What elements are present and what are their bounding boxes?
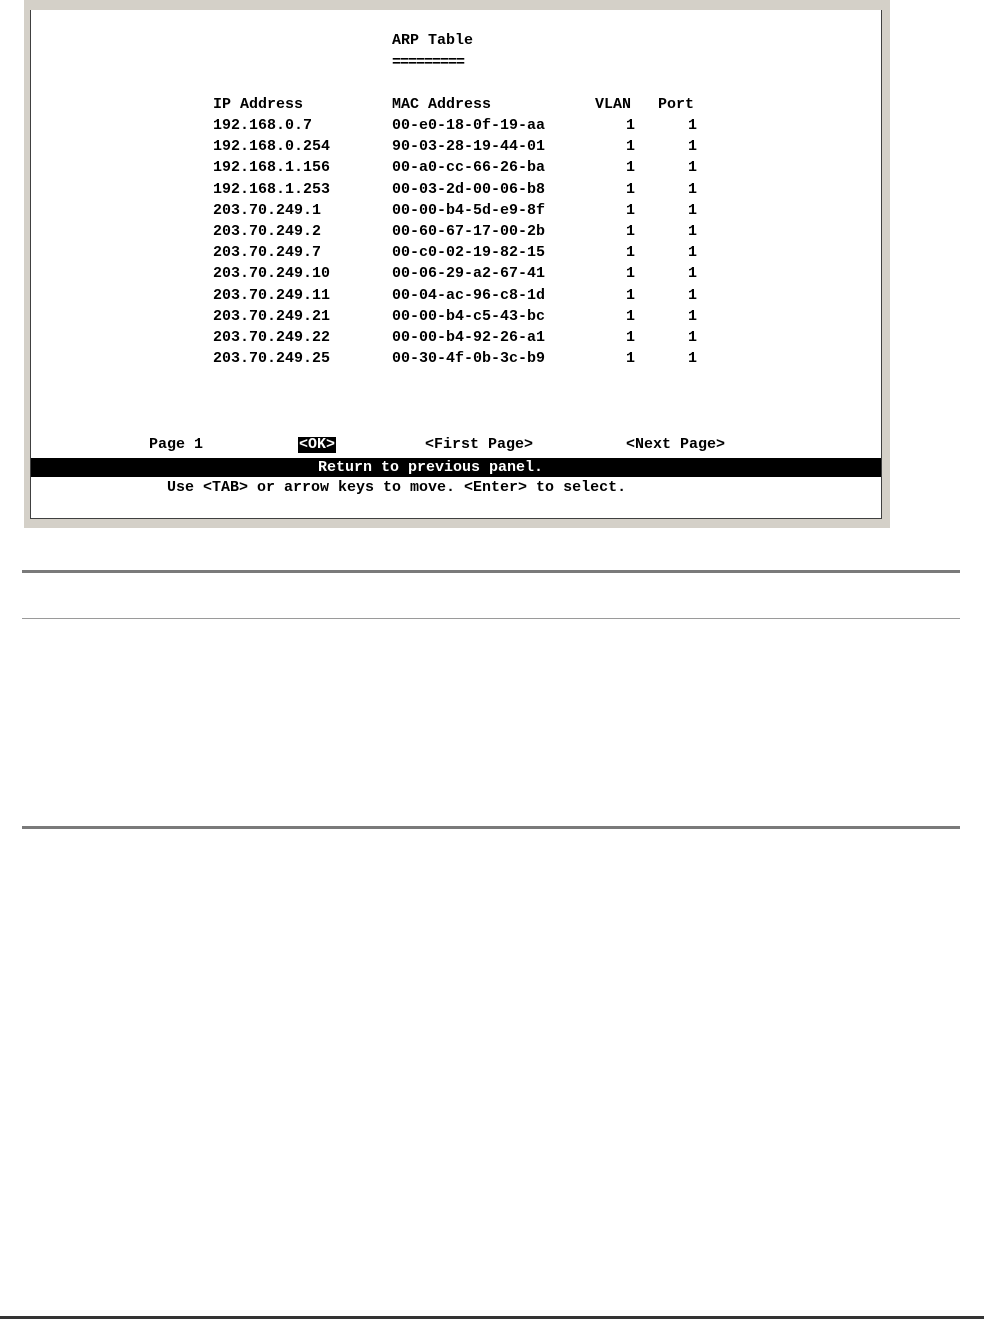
mac-cell: 00-00-b4-5d-e9-8f: [392, 201, 546, 219]
vlan-cell: 1: [626, 138, 636, 156]
ip-cell: 192.168.1.253: [213, 180, 331, 198]
port-cell: 1: [688, 244, 698, 262]
column-header-vlan: VLAN: [595, 96, 632, 113]
ip-cell: 203.70.249.11: [213, 286, 331, 304]
horizontal-divider: [22, 826, 960, 829]
ip-cell: 192.168.1.156: [213, 159, 331, 177]
vlan-cell: 1: [626, 159, 636, 177]
vlan-cell: 1: [626, 201, 636, 219]
ip-cell: 203.70.249.2: [213, 222, 322, 240]
table-row: [31, 224, 881, 245]
screen-title: ARP Table: [392, 32, 474, 49]
column-header-ip: IP Address: [213, 96, 304, 113]
console-window: [24, 0, 890, 528]
mac-cell: 00-60-67-17-00-2b: [392, 222, 546, 240]
horizontal-divider: [22, 618, 960, 619]
vlan-cell: 1: [626, 350, 636, 368]
table-row: [31, 266, 881, 287]
ip-cell: 203.70.249.1: [213, 201, 322, 219]
port-cell: 1: [688, 138, 698, 156]
mac-cell: 90-03-28-19-44-01: [392, 138, 546, 156]
ip-cell: 203.70.249.22: [213, 328, 331, 346]
ok-button[interactable]: <OK>: [299, 436, 336, 453]
port-cell: 1: [688, 159, 698, 177]
status-message: Return to previous panel.: [318, 459, 544, 476]
table-row: [31, 245, 881, 266]
mac-cell: 00-03-2d-00-06-b8: [392, 180, 546, 198]
port-cell: 1: [688, 180, 698, 198]
ip-cell: 192.168.0.7: [213, 117, 313, 134]
column-header-port: Port: [658, 96, 695, 113]
table-row: [31, 118, 881, 139]
ip-cell: 203.70.249.10: [213, 265, 331, 283]
next-page-button[interactable]: <Next Page>: [626, 436, 726, 453]
mac-cell: 00-c0-02-19-82-15: [392, 244, 546, 262]
horizontal-divider: [22, 570, 960, 573]
mac-cell: 00-a0-cc-66-26-ba: [392, 159, 546, 177]
vlan-cell: 1: [626, 328, 636, 346]
port-cell: 1: [688, 350, 698, 368]
table-row: [31, 139, 881, 160]
terminal-screen: [30, 10, 882, 519]
mac-cell: 00-00-b4-c5-43-bc: [392, 307, 546, 325]
mac-cell: 00-06-29-a2-67-41: [392, 265, 546, 283]
port-cell: 1: [688, 222, 698, 240]
vlan-cell: 1: [626, 265, 636, 283]
vlan-cell: 1: [626, 222, 636, 240]
ip-cell: 203.70.249.25: [213, 350, 331, 368]
port-cell: 1: [688, 328, 698, 346]
vlan-cell: 1: [626, 117, 636, 134]
mac-cell: 00-04-ac-96-c8-1d: [392, 286, 546, 304]
port-cell: 1: [688, 117, 698, 134]
table-row: [31, 351, 881, 372]
mac-cell: 00-00-b4-92-26-a1: [392, 328, 546, 346]
table-row: [31, 330, 881, 351]
table-row: [31, 203, 881, 224]
column-header-mac: MAC Address: [392, 96, 492, 113]
port-cell: 1: [688, 286, 698, 304]
port-cell: 1: [688, 265, 698, 283]
table-row: [31, 182, 881, 203]
vlan-cell: 1: [626, 180, 636, 198]
ip-cell: 203.70.249.21: [213, 307, 331, 325]
ip-cell: 203.70.249.7: [213, 244, 322, 262]
arp-table-body: [31, 118, 881, 372]
help-message: Use <TAB> or arrow keys to move. <Enter> to select.: [167, 479, 627, 496]
mac-cell: 00-30-4f-0b-3c-b9: [392, 350, 546, 368]
port-cell: 1: [688, 201, 698, 219]
page-indicator: Page 1: [149, 436, 204, 453]
port-cell: 1: [688, 307, 698, 325]
vlan-cell: 1: [626, 307, 636, 325]
title-underline: =========: [392, 54, 465, 71]
table-row: [31, 288, 881, 309]
vlan-cell: 1: [626, 244, 636, 262]
mac-cell: 00-e0-18-0f-19-aa: [392, 117, 546, 134]
ip-cell: 192.168.0.254: [213, 138, 331, 156]
table-row: [31, 160, 881, 181]
vlan-cell: 1: [626, 286, 636, 304]
table-row: [31, 309, 881, 330]
first-page-button[interactable]: <First Page>: [425, 436, 534, 453]
